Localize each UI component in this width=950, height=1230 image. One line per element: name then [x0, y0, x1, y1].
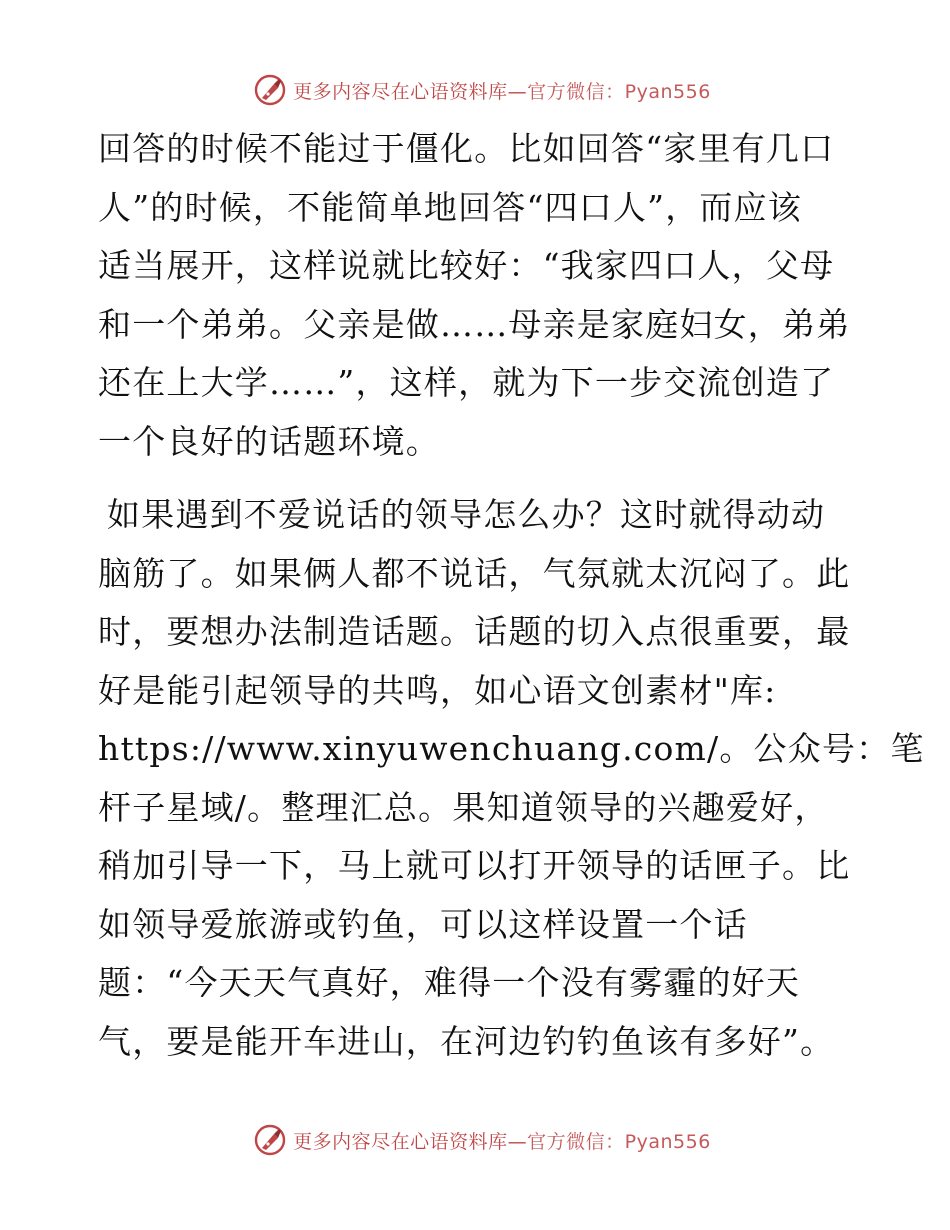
header-wechat: 官方微信：Pyan556: [527, 80, 711, 103]
text-line: 回答的时候不能过于僵化。比如回答“家里有几口: [98, 129, 835, 168]
text-line: 和一个弟弟。父亲是做……母亲是家庭妇女，弟弟: [98, 304, 851, 344]
pen-quill-circle-icon: [253, 1123, 287, 1157]
header-banner-text: [293, 77, 711, 104]
text-line: 一个良好的话题环境。: [98, 421, 440, 461]
text-line: 脑筋了。如果俩人都不说话，气氛就太沉闷了。此: [98, 553, 851, 593]
text-line: 如果遇到不爱说话的领导怎么办？这时就得动动: [107, 495, 826, 534]
header-separator: —: [507, 80, 528, 103]
text-line: 杆子星域/。整理汇总。果知道领导的兴趣爱好，: [98, 787, 829, 827]
text-line: 人”的时候，不能简单地回答“四口人”，而应该: [98, 187, 803, 227]
text-line: 适当展开，这样说就比较好：“我家四口人，父母: [98, 246, 835, 285]
footer-separator: —: [507, 1130, 528, 1153]
text-line: 题：“今天天气真好，难得一个没有雾霾的好天: [98, 963, 801, 1002]
text-line: 时，要想办法制造话题。话题的切入点很重要，最: [98, 612, 851, 651]
document-body: [98, 120, 925, 1071]
text-line: https://www.xinyuwenchuang.com/。公众号：笔: [98, 729, 925, 768]
header-brand: 更多内容尽在心语资料库: [293, 80, 508, 103]
text-line: 气，要是能开车进山，在河边钓钓鱼该有多好”。: [98, 1021, 835, 1061]
text-line: 稍加引导一下，马上就可以打开领导的话匣子。比: [98, 846, 851, 885]
text-line: 还在上大学……”，这样，就为下一步交流创造了: [98, 363, 835, 402]
paragraph-1: [98, 120, 853, 471]
footer-banner-text: [293, 1127, 711, 1154]
footer-banner-inner: [253, 1123, 711, 1157]
footer-banner: [0, 1120, 950, 1160]
header-banner: [0, 70, 950, 110]
paragraph-2: [98, 486, 925, 1071]
footer-brand: 更多内容尽在心语资料库: [293, 1130, 508, 1153]
footer-wechat: 官方微信：Pyan556: [527, 1130, 711, 1153]
text-line: 好是能引起领导的共鸣，如心语文创素材"库:: [98, 670, 777, 710]
pen-quill-circle-icon: [253, 73, 287, 107]
header-banner-inner: [253, 73, 711, 107]
text-line: 如领导爱旅游或钓鱼，可以这样设置一个话: [98, 904, 748, 944]
